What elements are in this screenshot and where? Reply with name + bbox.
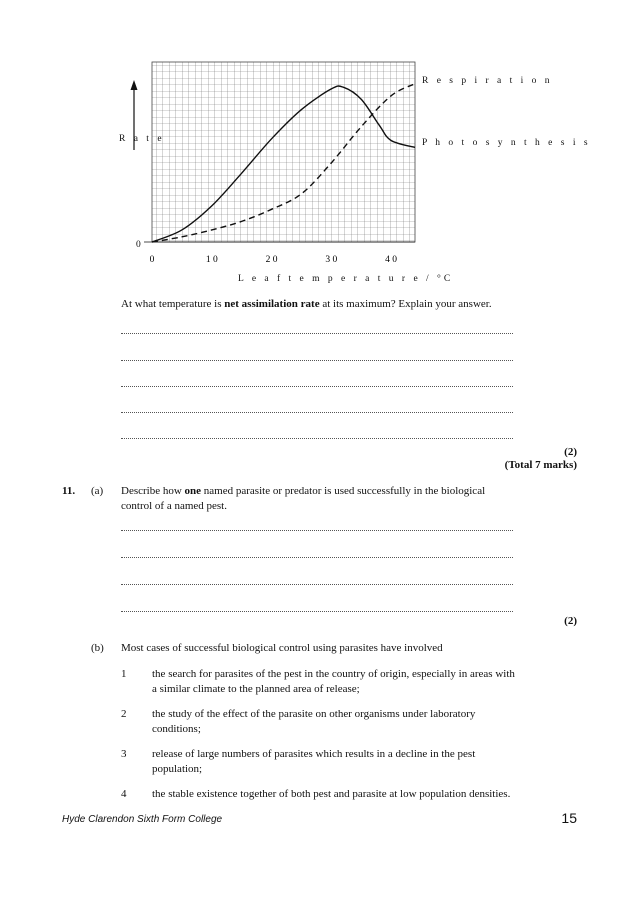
list-item: 2 the study of the effect of the parasite on other organisms under laboratory conditions; xyxy=(121,708,476,735)
q11a-marks: (2) xyxy=(564,615,577,627)
answer-line[interactable] xyxy=(121,583,513,585)
answer-line[interactable] xyxy=(121,411,513,413)
legend-photosynthesis: P h o t o s y n t h e s i s xyxy=(422,138,591,148)
answer-line[interactable] xyxy=(121,385,513,387)
page-number: 15 xyxy=(561,810,577,826)
answer-line[interactable] xyxy=(121,556,513,558)
chart-grid xyxy=(152,62,415,242)
x-tick-label: 3 0 xyxy=(325,255,338,265)
q11-number: 11. xyxy=(62,485,76,497)
answer-line[interactable] xyxy=(121,610,513,612)
q10-marks: (2) xyxy=(564,446,577,458)
q11b-label: (b) xyxy=(91,642,104,654)
x-tick-label: 1 0 xyxy=(205,255,218,265)
q11a-text: Describe how one named parasite or predator is used successfully in the biological control of a named pest. xyxy=(121,485,486,512)
x-tick-label: 0 xyxy=(149,255,155,265)
x-tick-label: 2 0 xyxy=(265,255,278,265)
q10-question: At what temperature is net assimilation rate at its maximum? Explain your answer. xyxy=(121,298,492,310)
x-tick-label: 4 0 xyxy=(385,255,398,265)
answer-line[interactable] xyxy=(121,437,513,439)
q11b-intro: Most cases of successful biological control using parasites have involved xyxy=(121,642,443,654)
y-tick-zero: 0 xyxy=(136,240,144,250)
x-axis-label: L e a f t e m p e r a t u r e / °C xyxy=(238,274,454,284)
answer-line[interactable] xyxy=(121,529,513,531)
arrow-head-icon xyxy=(131,80,138,90)
answer-line[interactable] xyxy=(121,359,513,361)
list-item: 4 the stable existence together of both pest and parasite at low population densities. xyxy=(121,788,511,800)
y-axis-label: R a t e xyxy=(119,134,165,144)
list-item: 3 release of large numbers of parasites which results in a decline in the pest population; xyxy=(121,748,476,775)
footer-school: Hyde Clarendon Sixth Form College xyxy=(62,814,223,825)
q10-total-marks: (Total 7 marks) xyxy=(504,459,577,471)
q11a-label: (a) xyxy=(91,485,104,497)
legend-respiration: R e s p i r a t i o n xyxy=(422,76,553,86)
answer-line[interactable] xyxy=(121,332,513,334)
list-item: 1 the search for parasites of the pest in the country of origin, especially in areas with a similar climate to the planned area of release; xyxy=(121,668,515,695)
